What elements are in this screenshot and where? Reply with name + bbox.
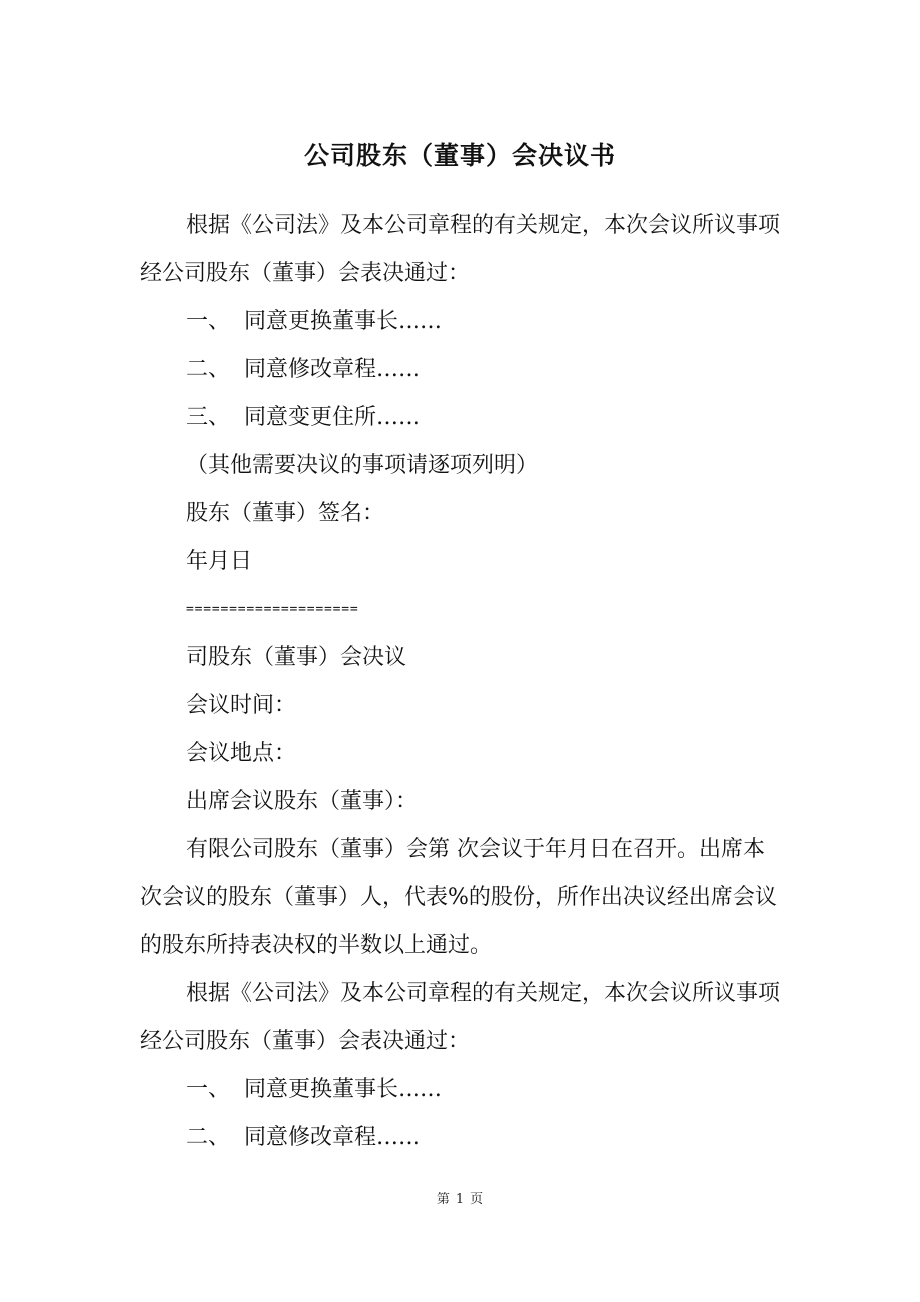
section-divider: ==================== [186, 602, 359, 617]
list-item-text: 同意修改章程…… [244, 1125, 421, 1150]
meeting-body-paragraph: 有限公司股东（董事）会第 次会议于年月日在召开。出席本次会议的股东（董事）人，代表%的股份，所作出决议经出席会议的股东所持表决权的半数以上通过。 [140, 837, 777, 958]
meeting-time-line: 会议时间： [186, 693, 297, 718]
note-line: （其他需要决议的事项请逐项列明） [186, 453, 539, 478]
list-item [140, 346, 780, 394]
list-item-number: 二、 [186, 1125, 231, 1150]
list-item-number: 一、 [186, 1077, 231, 1102]
list-item [140, 298, 780, 346]
list-item-text: 同意更换董事长…… [244, 309, 443, 334]
document-title: 公司股东（董事）会决议书 [303, 141, 616, 170]
list-item-number: 三、 [186, 405, 231, 430]
footer-suffix: 页 [470, 1192, 484, 1207]
list-item [140, 394, 780, 442]
list-item [140, 1066, 780, 1114]
list-item-text: 同意变更住所…… [244, 405, 421, 430]
date-line: 年月日 [186, 549, 253, 574]
list-item [140, 1114, 780, 1162]
attendees-line: 出席会议股东（董事）： [186, 789, 418, 814]
intro-paragraph-2: 根据《公司法》及本公司章程的有关规定，本次会议所议事项经公司股东（董事）会表决通过： [140, 981, 781, 1054]
list-item-text: 同意更换董事长…… [244, 1077, 443, 1102]
section2-title: 司股东（董事）会决议 [186, 645, 407, 670]
page-number: 1 [455, 1192, 465, 1207]
signature-line: 股东（董事）签名： [186, 501, 385, 526]
meeting-place-line: 会议地点： [186, 741, 297, 766]
document-body [140, 202, 780, 1162]
list-item-number: 一、 [186, 309, 231, 334]
list-item-number: 二、 [186, 357, 231, 382]
footer-prefix: 第 [436, 1192, 450, 1207]
page-footer [0, 1190, 920, 1210]
list-item-text: 同意修改章程…… [244, 357, 421, 382]
intro-paragraph-1: 根据《公司法》及本公司章程的有关规定，本次会议所议事项经公司股东（董事）会表决通过： [140, 213, 781, 286]
